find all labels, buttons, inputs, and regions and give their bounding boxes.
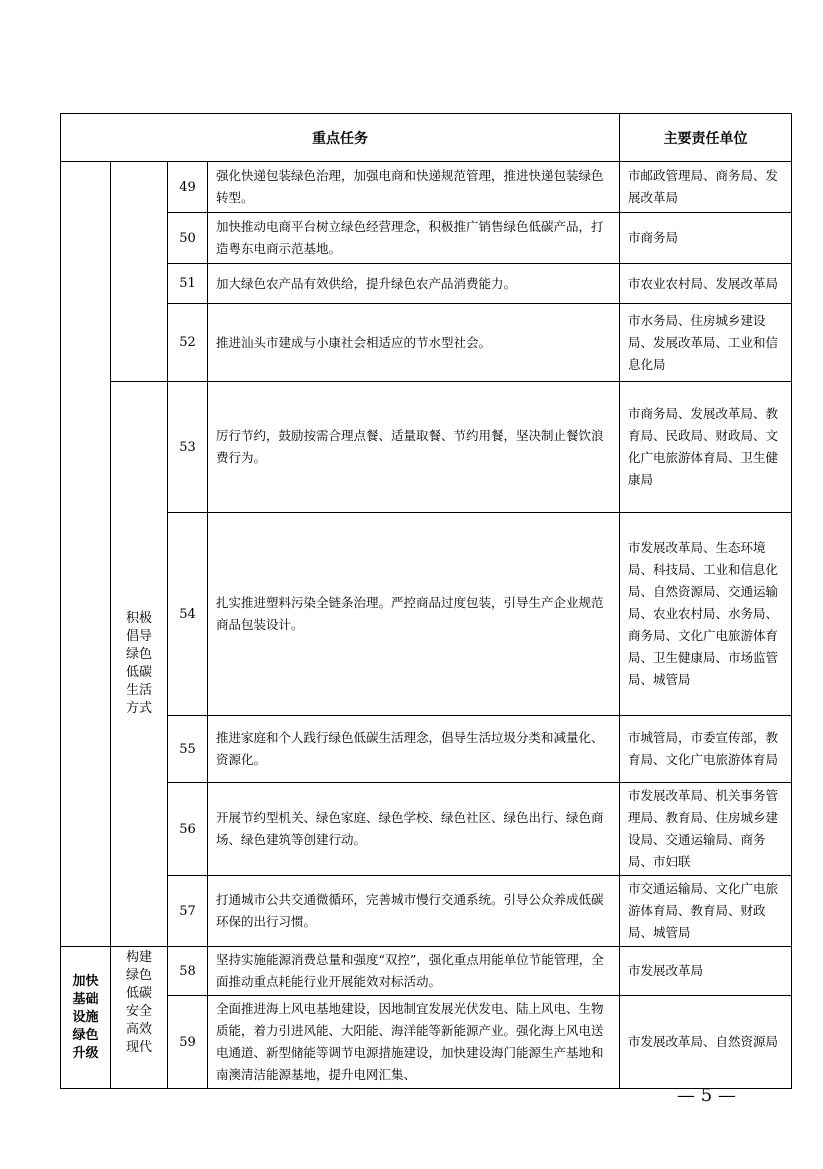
row-number: 50: [168, 213, 208, 264]
unit-text: 市商务局、发展改革局、教育局、民政局、财政局、文化广电旅游体育局、卫生健康局: [620, 382, 792, 513]
task-text: 全面推进海上风电基地建设，因地制宜发展光伏发电、陆上风电、生物质能，着力引进风能、大阳能、海洋能等新能源产业。强化海上风电送电通道、新型储能等调节电源措施建设，加快建设海门能源生产基地和南澳清洁能源基地，提升电网汇集、: [208, 996, 620, 1089]
unit-text: 市城管局，市委宣传部，教育局、文化广电旅游体育局: [620, 716, 792, 783]
page-number: — 5 —: [677, 1085, 736, 1106]
task-table: [60, 113, 792, 1089]
category-cell-empty: [61, 162, 111, 947]
table-row: [61, 947, 792, 996]
row-number: 54: [168, 513, 208, 716]
unit-text: 市发展改革局、生态环境局、科技局、工业和信息化局、自然资源局、交通运输局、农业农村局、水务局、商务局、文化广电旅游体育局、卫生健康局、市场监管局、城管局: [620, 513, 792, 716]
task-text: 强化快递包装绿色治理，加强电商和快递规范管理，推进快递包装绿色转型。: [208, 162, 620, 213]
category-infrastructure: 加快 基础 设施 绿色 升级: [61, 947, 111, 1089]
unit-text: 市发展改革局、自然资源局: [620, 996, 792, 1089]
unit-text: 市发展改革局: [620, 947, 792, 996]
unit-text: 市水务局、住房城乡建设局、发展改革局、工业和信息化局: [620, 304, 792, 382]
subcategory-energy: 构建 绿色 低碳 安全 高效 现代: [111, 947, 168, 1089]
table-row: [61, 716, 792, 783]
header-unit: 主要责任单位: [620, 114, 792, 162]
table-row: [61, 996, 792, 1089]
table-row: [61, 213, 792, 264]
unit-text: 市交通运输局、文化广电旅游体育局、教育局、财政局、城管局: [620, 876, 792, 947]
task-text: 加快推动电商平台树立绿色经营理念，积极推广销售绿色低碳产品，打造粤东电商示范基地。: [208, 213, 620, 264]
task-text: 加大绿色农产品有效供给，提升绿色农产品消费能力。: [208, 264, 620, 304]
table-row: [61, 162, 792, 213]
task-text: 开展节约型机关、绿色家庭、绿色学校、绿色社区、绿色出行、绿色商场、绿色建筑等创建行动。: [208, 783, 620, 876]
table-row: [61, 876, 792, 947]
header-task: 重点任务: [61, 114, 620, 162]
task-text: 扎实推进塑料污染全链条治理。严控商品过度包装，引导生产企业规范商品包装设计。: [208, 513, 620, 716]
task-text: 打通城市公共交通微循环，完善城市慢行交通系统。引导公众养成低碳环保的出行习惯。: [208, 876, 620, 947]
row-number: 52: [168, 304, 208, 382]
row-number: 59: [168, 996, 208, 1089]
row-number: 57: [168, 876, 208, 947]
table-row: [61, 783, 792, 876]
task-text: 推进家庭和个人践行绿色低碳生活理念，倡导生活垃圾分类和减量化、资源化。: [208, 716, 620, 783]
table-row: [61, 304, 792, 382]
table-row: [61, 382, 792, 513]
unit-text: 市邮政管理局、商务局、发展改革局: [620, 162, 792, 213]
subcategory-cell-empty: [111, 162, 168, 382]
task-text: 推进汕头市建成与小康社会相适应的节水型社会。: [208, 304, 620, 382]
row-number: 55: [168, 716, 208, 783]
header-row: [61, 114, 792, 162]
row-number: 53: [168, 382, 208, 513]
unit-text: 市发展改革局、机关事务管理局、教育局、住房城乡建设局、交通运输局、商务局、市妇联: [620, 783, 792, 876]
table-row: [61, 264, 792, 304]
unit-text: 市商务局: [620, 213, 792, 264]
row-number: 58: [168, 947, 208, 996]
task-text: 坚持实施能源消费总量和强度“双控”，强化重点用能单位节能管理，全面推动重点耗能行业开展能效对标活动。: [208, 947, 620, 996]
row-number: 51: [168, 264, 208, 304]
row-number: 56: [168, 783, 208, 876]
row-number: 49: [168, 162, 208, 213]
table-row: [61, 513, 792, 716]
task-text: 厉行节约，鼓励按需合理点餐、适量取餐、节约用餐，坚决制止餐饮浪费行为。: [208, 382, 620, 513]
unit-text: 市农业农村局、发展改革局: [620, 264, 792, 304]
subcategory-green-lifestyle: 积极 倡导 绿色 低碳 生活 方式: [111, 382, 168, 947]
